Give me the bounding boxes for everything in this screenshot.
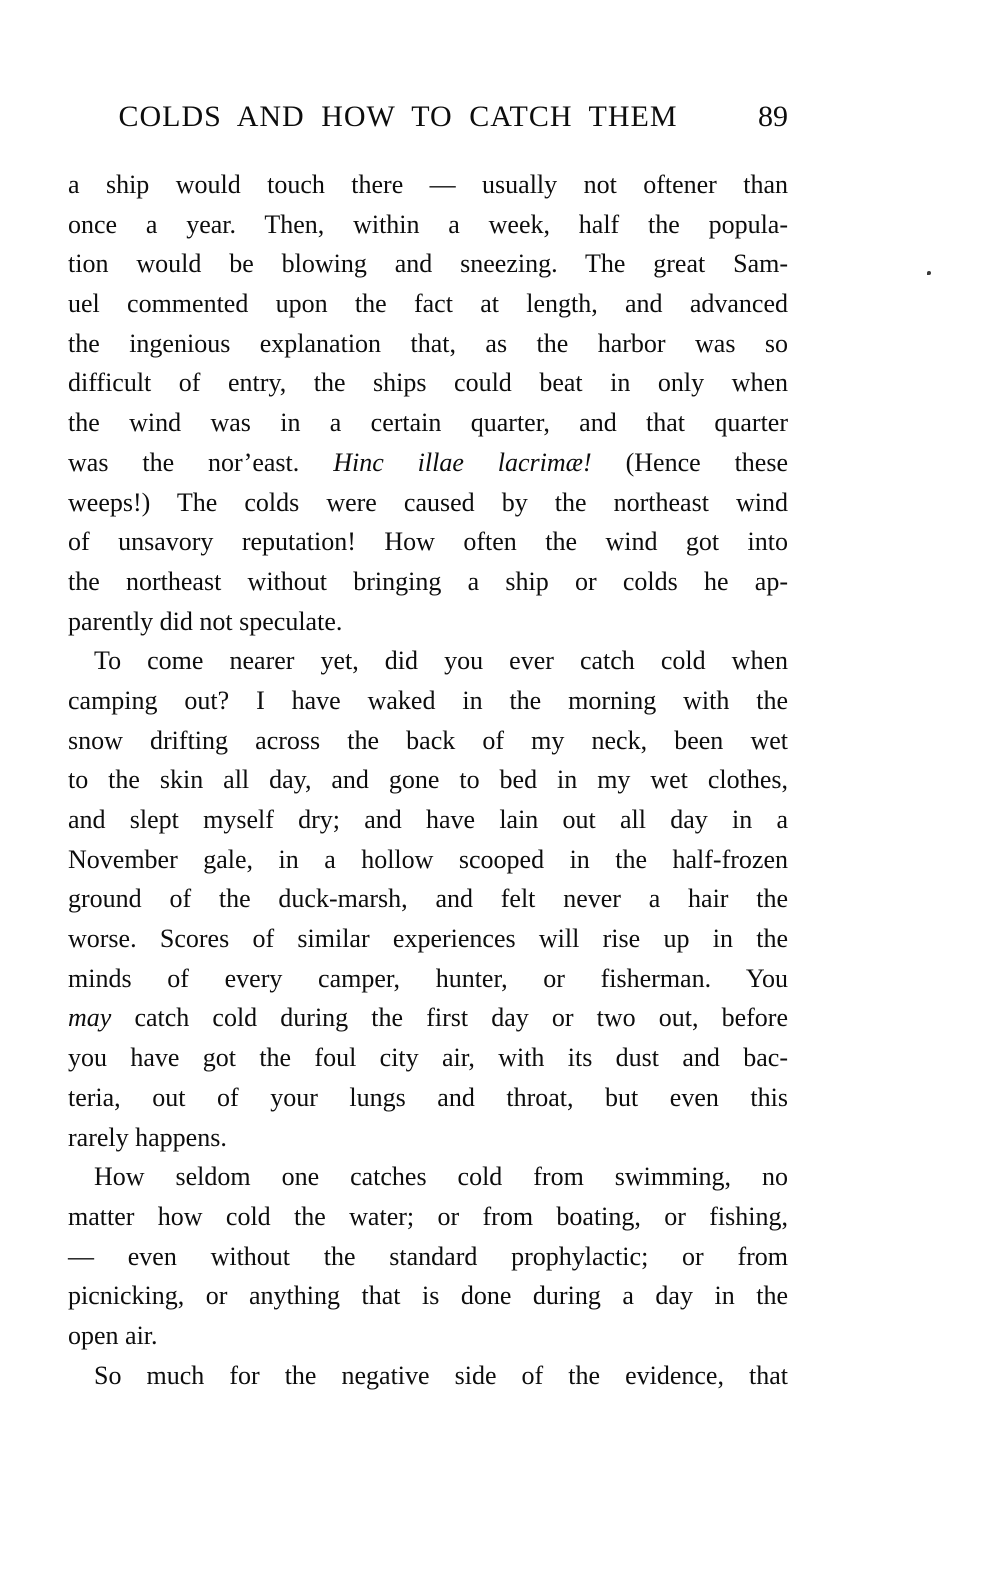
scan-speck-artifact	[927, 271, 931, 275]
text-run: the ingenious explanation that, as the harbor was so	[68, 328, 788, 358]
text-line	[68, 1157, 788, 1197]
running-head	[68, 100, 788, 134]
text-run: parently did not speculate.	[68, 606, 343, 636]
text-line	[68, 602, 788, 642]
text-line	[68, 879, 788, 919]
text-run: of unsavory reputation! How often the wind got into	[68, 527, 788, 557]
text-run: (Hence these	[591, 447, 788, 477]
page-number: 89	[758, 100, 788, 133]
italic-text-run: Hinc illae lacrimæ!	[333, 447, 592, 477]
text-line	[68, 959, 788, 999]
text-line	[68, 760, 788, 800]
text-run: minds of every camper, hunter, or fisherman. You	[68, 963, 788, 993]
text-line	[68, 681, 788, 721]
text-run: catch cold during the first day or two out, before	[111, 1003, 788, 1033]
text-run: a ship would touch there — usually not oftener than	[68, 170, 788, 199]
text-run: the wind was in a certain quarter, and that quarter	[68, 408, 788, 438]
text-line	[68, 324, 788, 364]
text-line	[68, 443, 788, 483]
text-line	[68, 641, 788, 681]
text-line	[68, 205, 788, 245]
text-line	[68, 363, 788, 403]
text-run: rarely happens.	[68, 1122, 227, 1152]
text-line	[68, 1118, 788, 1158]
text-run: you have got the foul city air, with its dust and bac-	[68, 1043, 788, 1073]
text-run: teria, out of your lungs and throat, but even this	[68, 1082, 788, 1112]
text-run: — even without the standard prophylactic; or from	[68, 1241, 788, 1271]
text-run: and slept myself dry; and have lain out all day in a	[68, 805, 788, 834]
text-line	[68, 483, 788, 523]
text-line	[68, 840, 788, 880]
italic-text-run: may	[68, 1003, 112, 1033]
text-run: snow drifting across the back of my neck, been wet	[68, 725, 788, 755]
text-run: worse. Scores of similar experiences will rise up in the	[68, 924, 788, 954]
text-run: uel commented upon the fact at length, and advanced	[68, 289, 788, 319]
text-run: matter how cold the water; or from boating, or fishing,	[68, 1201, 788, 1231]
text-run: once a year. Then, within a week, half the popula-	[68, 209, 788, 239]
text-run: the northeast without bringing a ship or colds he ap-	[68, 566, 788, 596]
text-line	[68, 800, 788, 840]
text-run: November gale, in a hollow scooped in the half-frozen	[68, 844, 788, 874]
text-run: camping out? I have waked in the morning with the	[68, 685, 788, 715]
text-line	[68, 1038, 788, 1078]
text-line	[68, 284, 788, 324]
text-line	[68, 919, 788, 959]
text-line	[68, 998, 788, 1038]
text-line	[68, 244, 788, 284]
text-run: was the nor’east.	[68, 447, 334, 477]
text-line	[68, 562, 788, 602]
text-line	[68, 1197, 788, 1237]
text-line	[68, 1316, 788, 1356]
text-lines	[68, 165, 788, 1395]
text-line	[68, 1276, 788, 1316]
text-line	[68, 1078, 788, 1118]
text-line	[68, 1356, 788, 1396]
text-line	[68, 721, 788, 761]
text-run: difficult of entry, the ships could beat in only when	[68, 368, 788, 398]
page-title: COLDS AND HOW TO CATCH THEM	[118, 100, 678, 133]
text-line	[68, 165, 788, 205]
text-run: How seldom one catches cold from swimming, no	[94, 1162, 788, 1192]
text-run: weeps!) The colds were caused by the northeast wind	[68, 487, 788, 517]
text-run: open air.	[68, 1320, 158, 1350]
text-run: ground of the duck-marsh, and felt never a hair the	[68, 884, 788, 914]
text-run: picnicking, or anything that is done during a day in the	[68, 1281, 788, 1311]
text-line	[68, 403, 788, 443]
text-run: To come nearer yet, did you ever catch cold when	[94, 646, 788, 676]
text-run: So much for the negative side of the evidence, that	[94, 1360, 788, 1390]
text-line	[68, 1237, 788, 1277]
text-run: tion would be blowing and sneezing. The great Sam-	[68, 249, 788, 279]
text-line	[68, 522, 788, 562]
text-run: to the skin all day, and gone to bed in my wet clothes,	[68, 765, 788, 795]
